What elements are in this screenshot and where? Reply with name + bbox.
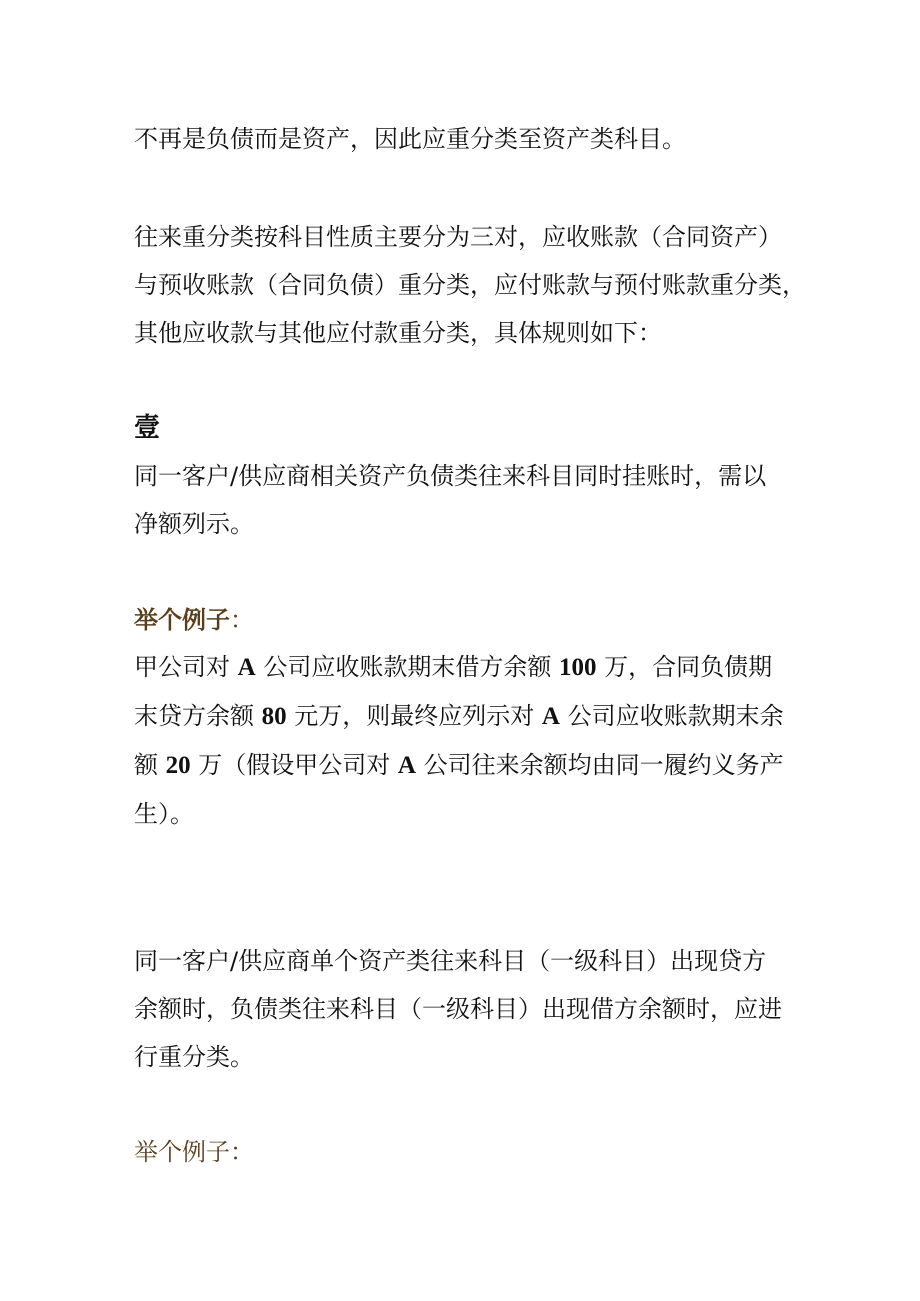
paragraph-example-one [134,643,814,838]
paragraph-asset-reclass-intro [134,115,814,163]
text-line: 生）。 [134,800,194,828]
text-line [134,692,814,741]
text-run: 元万，则最终应列示对 [286,702,542,730]
text-run: 公司应收账款期末余 [559,702,784,730]
text-run-latin: A [237,654,256,681]
text-line: 往来重分类按科目性质主要分为三对，应收账款（合同资产） [134,223,782,251]
text-run: 公司应收账款期末借方余额 [255,653,559,681]
text-run-number: 20 [165,752,191,779]
text-run: 末贷方余额 [134,702,262,730]
paragraph-rule-one [134,452,814,548]
text-line [134,643,814,692]
text-line: 同一客户/供应商单个资产类往来科目（一级科目）出现贷方 [134,947,767,975]
example-label-colon: ： [230,606,254,634]
text-line: 其他应收款与其他应付款重分类，具体规则如下： [134,319,662,347]
paragraph-reclass-categories [134,213,814,357]
text-run: 额 [134,751,166,779]
text-run: 万（假设甲公司对 [190,751,398,779]
text-run-number: 80 [261,703,287,730]
text-line: 不再是负债而是资产，因此应重分类至资产类科目。 [134,125,686,153]
text-run-latin: A [541,703,560,730]
text-run: 公司往来余额均由同一履约义务产 [415,751,784,779]
example-label-two: 举个例子： [134,1138,254,1166]
text-line [134,741,814,790]
text-line: 同一客户/供应商相关资产负债类往来科目同时挂账时，需以 [134,462,767,490]
text-line: 与预收账款（合同负债）重分类，应付账款与预付账款重分类， [134,271,806,299]
text-line: 净额列示。 [134,510,254,538]
text-run: 万，合同负债期 [596,653,773,681]
example-label-text: 举个例子 [134,606,230,634]
text-run-number: 100 [558,654,597,681]
section-heading-one: 壹 [134,413,161,443]
paragraph-rule-two [134,937,814,1081]
text-line: 余额时，负债类往来科目（一级科目）出现借方余额时，应进 [134,995,782,1023]
text-line: 行重分类。 [134,1043,254,1071]
example-label-one [134,600,254,640]
text-run: 甲公司对 [134,653,238,681]
text-run-latin: A [397,752,416,779]
